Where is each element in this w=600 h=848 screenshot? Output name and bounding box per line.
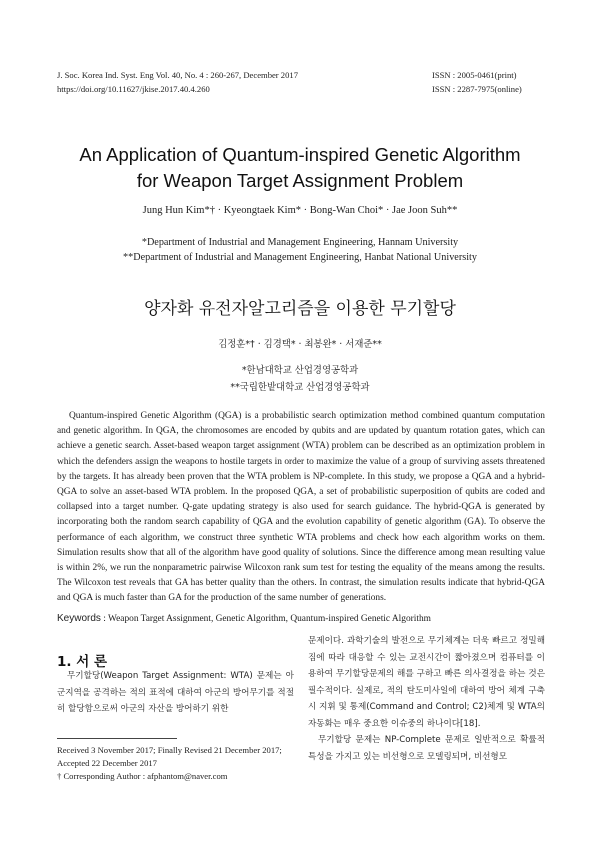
korean-author-list: 김정훈*† · 김경택* · 최봉완* · 서재준** <box>218 339 382 350</box>
intro-paragraph-continued: 문제이다. 과학기술의 발전으로 무기체계는 더욱 빠르고 정밀해짐에 따라 대응할 수 있는 교전시간이 짧아졌으며 컴퓨터를 이용하여 무기할당문제의 해를 구하고 빠른 의사결정을 하는 것은 필수적이다. 실제로, 적의 탄도미사일에 대하여 방어 체계 구축 시 지휘 및 통제(Command and Control; C2)체계 및 WTA의 자동화는 매우 중요한 이슈중의 하나이다[18]. <box>308 636 545 729</box>
author-list: Jung Hun Kim*† · Kyeongtaek Kim* · Bong-Wan Choi* · Jae Joon Suh** <box>142 205 458 216</box>
abstract: Quantum-inspired Genetic Algorithm (QGA) is a probabilistic search optimization method combined quantum computation and genetic algorithm. In QGA, the chromosomes are encoded by qubits and are updated by quantum rotation gates, which can achieve a genetic search. Asset-based weapon target assignment (WTA) problem can be described as an optimization problem in which the defenders assign the weapons to hostile targets in order to maximize the value of a group of surviving assets threatened by the targets. It has already been proven that the WTA problem is NP-complete. In this study, we propose a QGA and a hybrid-QGA to solve an asset-based WTA problem. In the proposed QGA, a set of probabilistic superposition of qubits are coded and collapsed into a target number. Q-gate updating strategy is also used for search guidance. The hybrid-QGA is generated by incorporating both the random search capability of QGA and the evolution capability of genetic algorithm (GA). To observe the performance of each algorithm, we construct three synthetic WTA problems and check how each algorithm works on them. Simulation results show that all of the algorithm have good quality of solutions. Since the difference among mean resulting value is within 2%, we run the nonparametric pairwise Wilcoxon rank sum test for testing the equality of the means among the results. The Wilcoxon test reveals that GA has better quality than the others. In contrast, the simulation results indicate that hybrid-QGA and QGA is much faster than GA for the production of the same number of generations. <box>57 411 545 604</box>
received-date: Received 3 November 2017; Finally Revised 21 December 2017; <box>57 745 282 755</box>
intro-paragraph-1: 무기할당(Weapon Target Assignment: WTA) 문제는 아군지역을 공격하는 적의 표적에 대하여 아군의 방어무기를 적절히 할당함으로써 아군의 자산을 방어하기 위한 <box>57 671 294 714</box>
right-column <box>308 633 545 765</box>
doi-link[interactable]: https://doi.org/10.11627/jkise.2017.40.4.260 <box>57 84 210 94</box>
korean-affiliation-1: *한남대학교 산업경영공학과 <box>241 365 359 376</box>
paper-title <box>0 142 600 194</box>
keywords-text: : Weapon Target Assignment, Genetic Algorithm, Quantum-inspired Genetic Algorithm <box>100 614 431 624</box>
corresponding-author: † Corresponding Author : afphantom@naver.com <box>57 771 228 781</box>
issn-print: ISSN : 2005-0461(print) <box>432 70 517 80</box>
korean-affiliations <box>0 362 600 396</box>
accepted-date: Accepted 22 December 2017 <box>57 758 157 768</box>
issn-online: ISSN : 2287-7975(online) <box>432 84 522 94</box>
issn-block <box>432 68 522 96</box>
section-heading-introduction: 1. 서 론 <box>57 654 108 670</box>
left-column <box>57 668 294 718</box>
title-line-1: An Application of Quantum-inspired Genetic Algorithm <box>79 144 521 165</box>
affiliation-1: *Department of Industrial and Management Engineering, Hannam University <box>141 237 459 248</box>
keywords-label: Keywords <box>57 613 101 624</box>
footnote-divider <box>57 738 177 739</box>
title-line-2: for Weapon Target Assignment Problem <box>136 170 464 191</box>
intro-paragraph-2: 무기할당 문제는 NP-Complete 문제로 일반적으로 확률적 특성을 가지고 있는 비선형으로 모델링되며, 비선형모 <box>308 735 545 762</box>
affiliations <box>0 235 600 265</box>
affiliation-2: **Department of Industrial and Management Engineering, Hanbat National University <box>123 252 477 263</box>
journal-citation: J. Soc. Korea Ind. Syst. Eng Vol. 40, No. 4 : 260-267, December 2017 <box>57 70 298 80</box>
footnotes <box>57 744 297 783</box>
keywords <box>57 613 545 624</box>
journal-header <box>57 68 298 96</box>
korean-title: 양자화 유전자알고리즘을 이용한 무기할당 <box>144 299 456 319</box>
korean-affiliation-2: **국립한밭대학교 산업경영공학과 <box>230 382 370 393</box>
